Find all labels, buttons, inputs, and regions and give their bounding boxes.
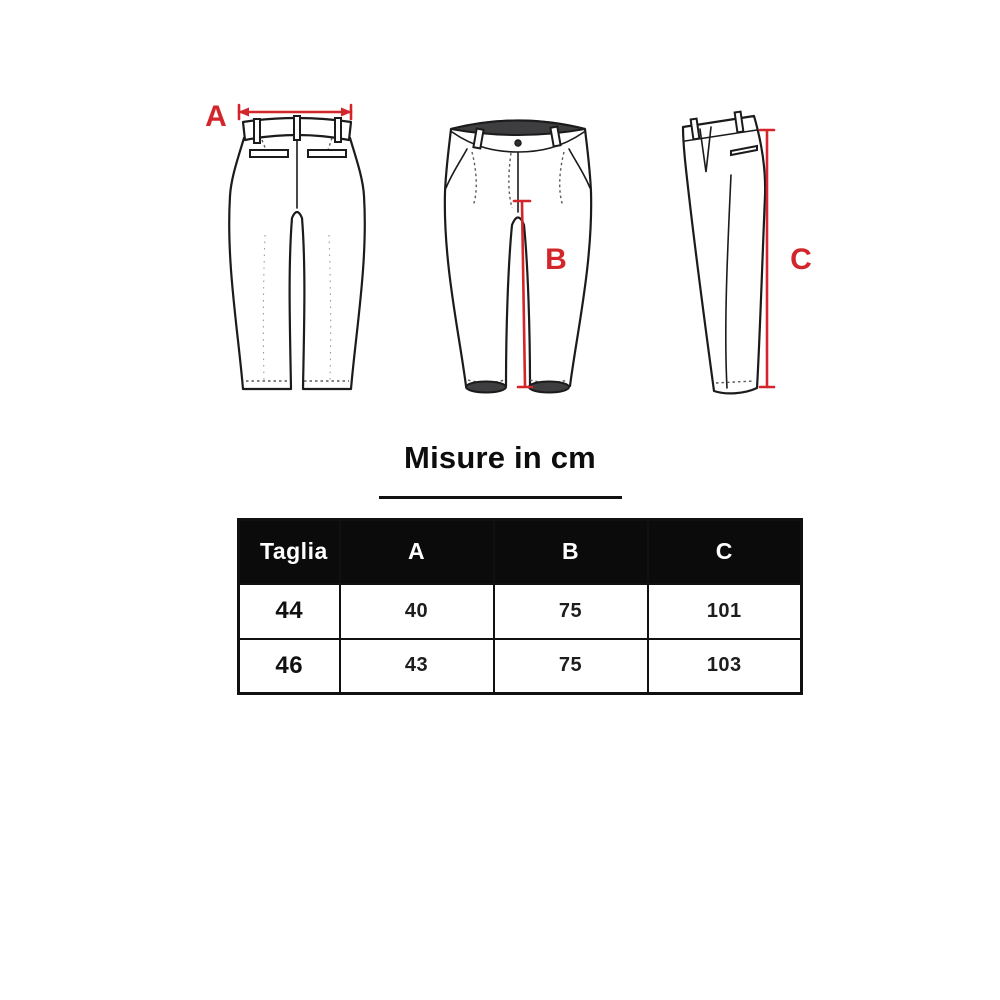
size-table-header-row xyxy=(239,520,802,584)
size-cell-b: 75 xyxy=(494,639,648,694)
size-table-header-b: B xyxy=(494,520,648,584)
pants-side-view-drawing xyxy=(683,112,765,394)
size-cell-taglia: 44 xyxy=(239,584,340,639)
size-table-row-46 xyxy=(239,639,802,694)
size-table xyxy=(237,518,803,695)
size-cell-c: 103 xyxy=(648,639,802,694)
size-table-header-c: C xyxy=(648,520,802,584)
title-underline xyxy=(379,496,622,499)
pants-back-view-drawing xyxy=(229,116,365,389)
measure-label-b: B xyxy=(545,243,567,276)
size-table-header-taglia: Taglia xyxy=(239,520,340,584)
pants-front-view-drawing xyxy=(445,121,591,393)
measure-label-a: A xyxy=(205,100,227,133)
size-cell-a: 40 xyxy=(340,584,494,639)
size-cell-a: 43 xyxy=(340,639,494,694)
size-table-header-a: A xyxy=(340,520,494,584)
measure-label-c: C xyxy=(790,243,812,276)
size-cell-taglia: 46 xyxy=(239,639,340,694)
page-title: Misure in cm xyxy=(404,440,596,475)
pants-measurement-diagram xyxy=(0,0,1000,430)
size-cell-c: 101 xyxy=(648,584,802,639)
size-cell-b: 75 xyxy=(494,584,648,639)
title-block xyxy=(0,440,1000,499)
size-table-row-44 xyxy=(239,584,802,639)
